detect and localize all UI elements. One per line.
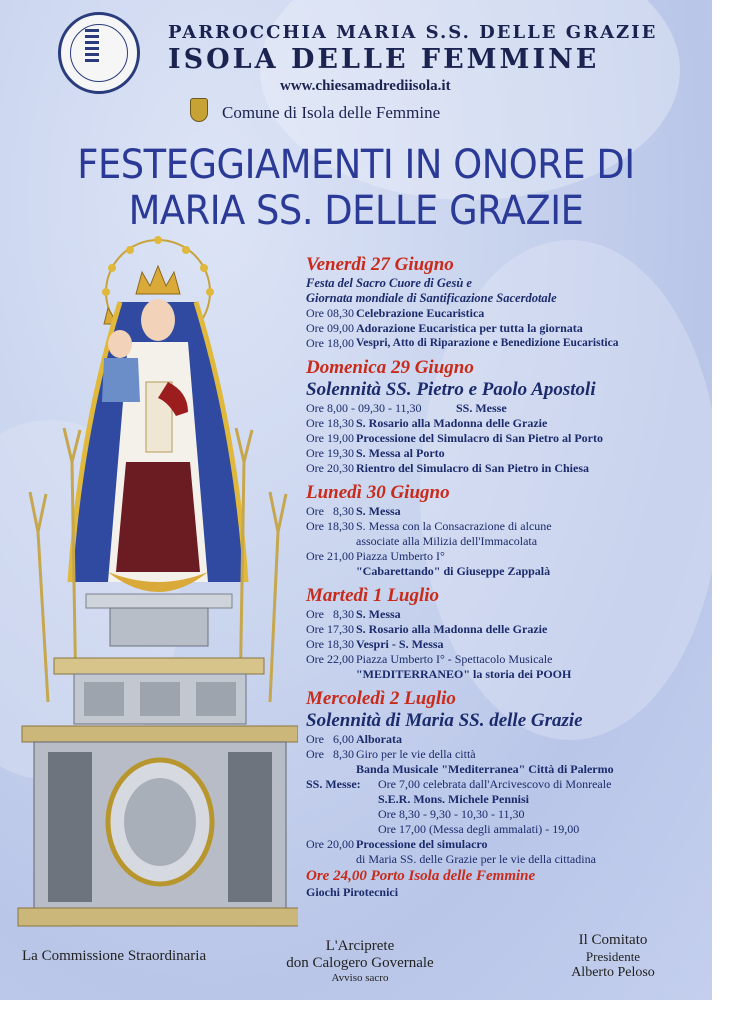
event-time [306, 762, 356, 777]
event-desc: S.E.R. Mons. Michele Pennisi [378, 792, 530, 806]
event-desc: Ore 17,00 (Messa degli ammalati) - 19,00 [378, 822, 580, 836]
footer-committee-title: Il Comitato [578, 932, 648, 948]
event-time: Ore 8,00 - 09,30 - 11,30 [306, 401, 422, 415]
event-time: SS. Messe: [306, 777, 361, 791]
event-desc: Vespri - S. Messa [356, 637, 444, 651]
event-desc: di Maria SS. delle Grazie per le vie della cittadina [356, 852, 596, 866]
town-name: ISOLA DELLE FEMMINE [168, 44, 600, 75]
footer-arciprete-name: don Calogero Governale [286, 955, 434, 971]
comune-crest-icon [190, 98, 208, 122]
event-time: Ore 17,30 [306, 622, 354, 636]
footer-committee-role: Presidente [585, 949, 641, 964]
event-row [306, 336, 706, 351]
event-desc: SS. Messe [456, 401, 507, 415]
footer-arciprete [270, 938, 450, 984]
event-desc: Ore 8,30 - 9,30 - 10,30 - 11,30 [378, 807, 525, 821]
day-section [306, 585, 706, 682]
event-desc: Celebrazione Eucaristica [356, 306, 485, 320]
event-time: Ore 8,30 [306, 504, 354, 518]
event-time: Ore 18,30 [306, 416, 354, 430]
day-heading: Venerdì 27 Giugno [306, 254, 454, 275]
event-desc: S. Messa con la Consacrazione di alcune [356, 519, 552, 533]
event-row [306, 607, 706, 622]
footer-committee [548, 932, 678, 981]
fireworks-label: Giochi Pirotecnici [306, 885, 399, 899]
event-row [306, 534, 706, 549]
event-row [306, 837, 706, 852]
event-row [306, 822, 706, 837]
day-section [306, 482, 706, 579]
day-section [306, 254, 706, 351]
event-row [306, 549, 706, 564]
event-row [306, 732, 706, 747]
event-desc: S. Rosario alla Madonna delle Grazie [356, 622, 548, 636]
day-heading: Domenica 29 Giugno [306, 357, 474, 378]
event-row [306, 667, 706, 682]
parish-name: PARROCCHIA MARIA S.S. DELLE GRAZIE [168, 22, 658, 43]
event-time: Ore 18,30 [306, 637, 354, 651]
page-title-line-2: MARIA SS. DELLE GRAZIE [128, 188, 584, 234]
event-time: Ore 22,00 [306, 652, 354, 666]
footer-commission: La Commissione Straordinaria [22, 948, 207, 964]
fireworks-heading: Ore 24,00 Porto Isola delle Femmine [306, 868, 536, 884]
event-time: Ore 08,30 [306, 306, 354, 320]
event-row [306, 504, 706, 519]
event-desc: Ore 7,00 celebrata dall'Arcivescovo di Monreale [378, 777, 612, 791]
event-row [306, 852, 706, 867]
event-desc: S. Messa al Porto [356, 446, 445, 460]
program-schedule [306, 254, 706, 900]
event-desc: Piazza Umberto I° - Spettacolo Musicale [356, 652, 553, 666]
event-row [306, 792, 706, 807]
day-subtitle: Solennità di Maria SS. delle Grazie [306, 710, 583, 731]
event-row [306, 519, 706, 534]
event-desc: Giro per le vie della città [356, 747, 476, 761]
event-time: Ore 19,30 [306, 446, 354, 460]
event-time: Ore 19,00 [306, 431, 354, 445]
parish-seal-logo [58, 12, 140, 94]
event-time: Ore 8,30 [306, 607, 354, 621]
event-time [306, 792, 378, 807]
footer-arciprete-title: L'Arciprete [325, 938, 395, 954]
event-desc: Banda Musicale "Mediterranea" Città di Palermo [356, 762, 614, 776]
event-row [306, 401, 706, 416]
event-time [306, 807, 378, 822]
event-desc: Rientro del Simulacro di San Pietro in Chiesa [356, 461, 590, 475]
event-row [306, 446, 706, 461]
event-row [306, 306, 706, 321]
footer-avviso-sacro: Avviso sacro [331, 972, 389, 984]
event-time [306, 822, 378, 837]
page-title-line-1: FESTEGGIAMENTI IN ONORE DI [77, 142, 635, 188]
day-note: Giornata mondiale di Santificazione Sacerdotale [306, 291, 557, 305]
event-time [306, 564, 356, 579]
day-heading: Lunedì 30 Giugno [306, 482, 450, 503]
event-row [306, 321, 706, 336]
day-heading: Mercoledì 2 Luglio [306, 688, 456, 709]
event-desc: "Cabarettando" di Giuseppe Zappalà [356, 564, 551, 578]
event-desc: Alborata [356, 732, 402, 746]
event-time: Ore 09,00 [306, 321, 354, 335]
event-time: Ore 18,30 [306, 519, 354, 533]
event-desc: Adorazione Eucaristica per tutta la giornata [356, 321, 583, 335]
day-section [306, 357, 706, 476]
day-heading: Martedì 1 Luglio [306, 585, 440, 606]
event-time [306, 852, 356, 867]
event-row [306, 431, 706, 446]
event-desc: S. Messa [356, 504, 401, 518]
event-row [306, 637, 706, 652]
event-row [306, 461, 706, 476]
event-row [306, 416, 706, 431]
event-desc: Vespri, Atto di Riparazione e Benedizione Eucaristica [356, 337, 619, 349]
event-desc: S. Messa [356, 607, 401, 621]
event-desc: associate alla Milizia dell'Immacolata [356, 534, 538, 548]
day-section [306, 688, 706, 867]
website-link[interactable]: www.chiesamadrediisola.it [280, 78, 451, 94]
event-time: Ore 20,00 [306, 837, 354, 851]
event-row [306, 762, 706, 777]
madonna-statue-image [8, 232, 298, 932]
event-time: Ore 8,30 [306, 747, 354, 761]
day-note: Festa del Sacro Cuore di Gesù e [306, 276, 472, 290]
event-row [306, 652, 706, 667]
event-time [306, 667, 356, 682]
event-desc: "MEDITERRANEO" la storia dei POOH [356, 667, 572, 681]
event-time [306, 534, 356, 549]
event-time: Ore 18,00 [306, 336, 354, 350]
event-row [306, 564, 706, 579]
event-row [306, 807, 706, 822]
event-row [306, 747, 706, 762]
event-time: Ore 20,30 [306, 461, 354, 475]
event-row [306, 622, 706, 637]
event-desc: Processione del simulacro [356, 837, 488, 851]
footer-committee-name: Alberto Peloso [571, 965, 655, 980]
event-time: Ore 6,00 [306, 732, 354, 746]
comune-name: Comune di Isola delle Femmine [222, 103, 441, 122]
event-desc: S. Rosario alla Madonna delle Grazie [356, 416, 548, 430]
event-desc: Processione del Simulacro di San Pietro al Porto [356, 431, 603, 445]
event-row [306, 777, 706, 792]
event-time: Ore 21,00 [306, 549, 354, 563]
event-desc: Piazza Umberto I° [356, 549, 445, 563]
day-subtitle: Solennità SS. Pietro e Paolo Apostoli [306, 379, 596, 400]
